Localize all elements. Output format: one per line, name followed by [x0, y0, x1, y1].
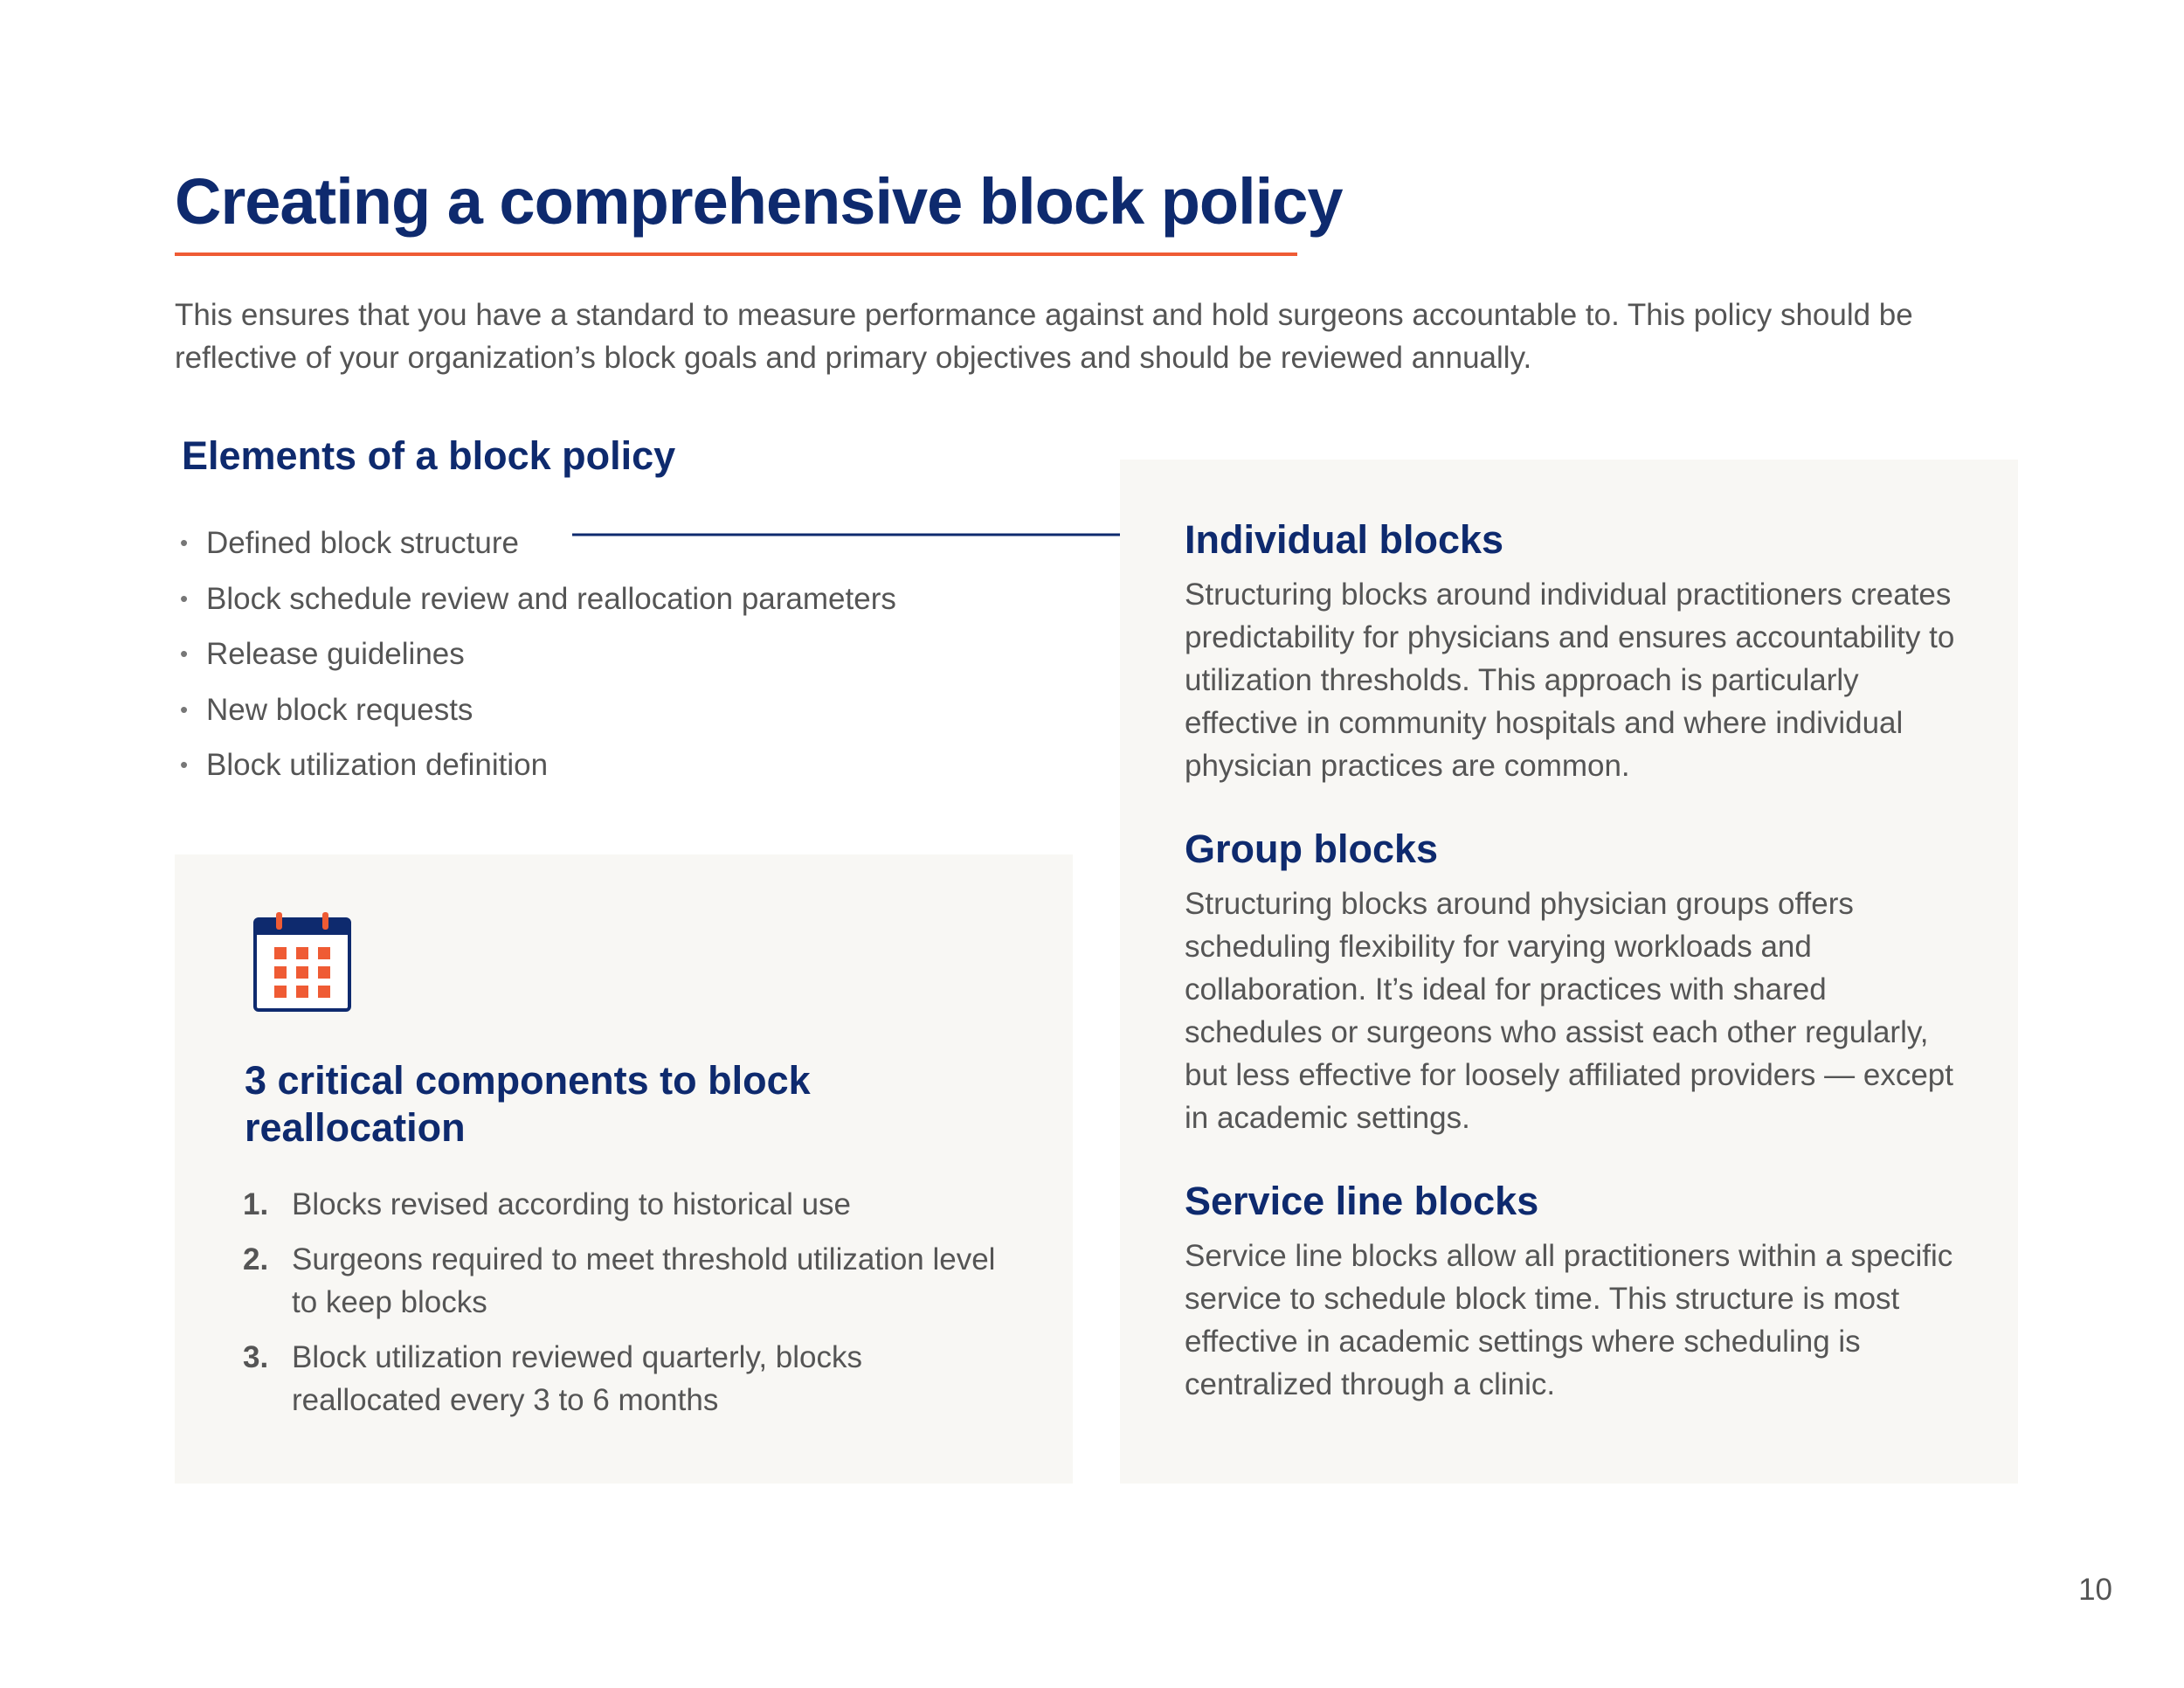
block-type-title: Group blocks — [1185, 827, 1439, 871]
title-underline — [175, 253, 1297, 256]
item-number: 2. — [243, 1242, 269, 1276]
block-type-description: Structuring blocks around physician groups offers scheduling flexibility for varying workloads and collaboration. It’s ideal for practices with shared schedules or surgeons who assist each other regularly, but less effective for loosely affiliated providers — except in academic settings. — [1185, 887, 1953, 1135]
list-item — [180, 682, 896, 738]
bullet-icon: • — [180, 751, 189, 778]
list-item-text: Block schedule review and reallocation parameters — [206, 581, 896, 616]
bullet-icon: • — [180, 529, 189, 556]
block-type-description: Structuring blocks around individual practitioners creates predictability for physicians and ensures accountability to utilization thresholds. This approach is particularly effective in community hospitals and where individual physician practices are common. — [1185, 578, 1955, 783]
arrow-right-icon — [572, 524, 1149, 545]
critical-list — [243, 1183, 1012, 1434]
list-item-text: Release guidelines — [206, 637, 465, 671]
page-number: 10 — [2078, 1573, 2112, 1607]
block-type-individual — [1185, 514, 1971, 787]
calendar-icon — [253, 912, 351, 1012]
list-item-text: Block utilization definition — [206, 748, 549, 782]
block-type-title: Service line blocks — [1185, 1179, 1539, 1223]
critical-heading: 3 critical components to block reallocation — [245, 1058, 811, 1150]
elements-heading: Elements of a block policy — [182, 433, 676, 478]
item-text: Surgeons required to meet threshold utilization level to keep blocks — [292, 1242, 996, 1319]
list-item — [243, 1336, 1012, 1422]
list-item — [180, 626, 896, 682]
block-type-group — [1185, 823, 1971, 1139]
block-types-panel — [1120, 460, 2018, 1484]
block-type-title: Individual blocks — [1185, 517, 1504, 562]
bullet-icon: • — [180, 585, 189, 612]
item-number: 3. — [243, 1340, 269, 1374]
page-title: Creating a comprehensive block policy — [175, 165, 1343, 238]
item-text: Blocks revised according to historical use — [292, 1187, 852, 1221]
list-item — [180, 571, 896, 627]
list-item-text: Defined block structure — [206, 526, 519, 560]
list-item — [243, 1238, 1012, 1324]
list-item-text: New block requests — [206, 692, 473, 727]
item-text: Block utilization reviewed quarterly, blocks reallocated every 3 to 6 months — [292, 1340, 862, 1417]
reallocation-panel — [175, 854, 1073, 1484]
list-item — [243, 1183, 1012, 1226]
bullet-icon: • — [180, 640, 189, 667]
block-type-description: Service line blocks allow all practitioners within a specific service to schedule block time. This structure is most effective in academic settings where scheduling is centralized through a clinic. — [1185, 1239, 1953, 1401]
intro-paragraph: This ensures that you have a standard to measure performance against and hold surgeons accountable to. This policy should be reflective of your organization’s block goals and primary objectives and should be reviewed annually. — [175, 298, 1913, 375]
bullet-icon: • — [180, 695, 189, 723]
list-item — [180, 737, 896, 793]
elements-list — [180, 515, 896, 793]
item-number: 1. — [243, 1187, 269, 1221]
block-type-service-line — [1185, 1175, 1971, 1406]
